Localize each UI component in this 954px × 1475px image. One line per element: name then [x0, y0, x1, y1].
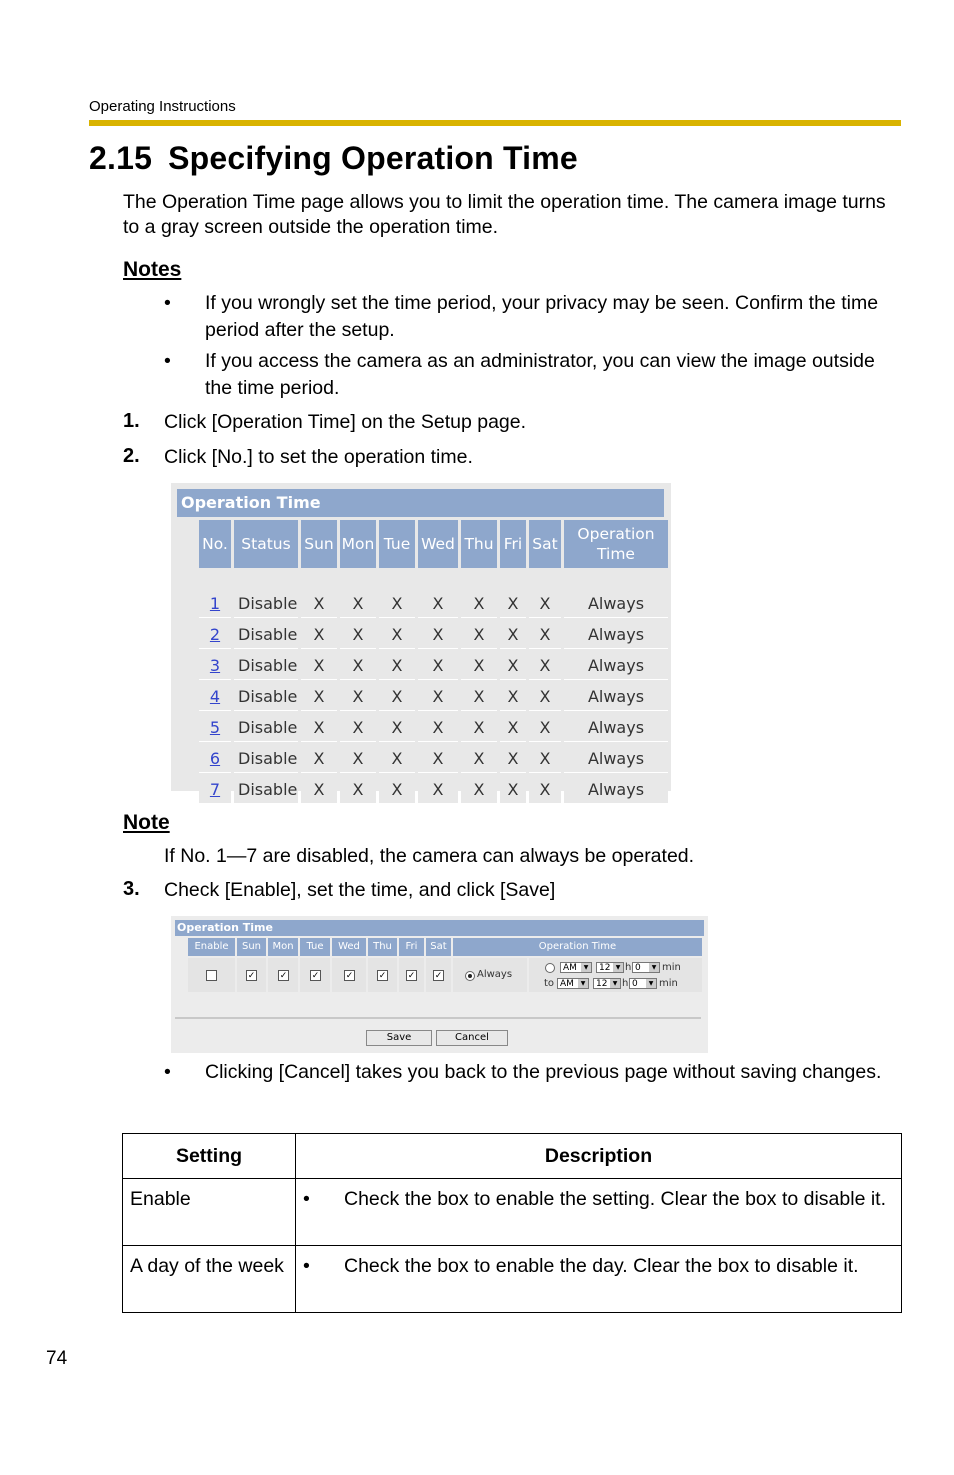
table-row [199, 621, 668, 649]
row-number-cell [199, 714, 231, 742]
start-minute-select[interactable]: 0 ▼ [632, 962, 660, 973]
section-number: 2.15 [89, 140, 153, 176]
col-header: Tue [300, 938, 330, 956]
day-cell: X [529, 621, 561, 649]
row-number-cell [199, 590, 231, 618]
day-cell: X [379, 776, 415, 804]
sun-checkbox[interactable]: ✓ [247, 970, 256, 980]
day-cell: X [379, 652, 415, 680]
col-header: Setting [123, 1134, 296, 1179]
day-cell: X [340, 683, 376, 711]
day-cell: X [500, 590, 526, 618]
col-header: Enable [188, 938, 235, 956]
cancel-button[interactable]: Cancel [436, 1030, 508, 1046]
section-title-text: Specifying Operation Time [168, 140, 578, 176]
day-cell: X [529, 745, 561, 773]
row-number-link[interactable]: 7 [209, 780, 221, 799]
status-cell: Disable [234, 652, 298, 680]
day-cell: X [301, 590, 337, 618]
day-cell: X [418, 776, 458, 804]
end-ampm-select[interactable]: AM ▼ [557, 978, 589, 989]
operation-time-cell: Always [564, 652, 668, 680]
page-number: 74 [46, 1348, 68, 1369]
end-hour-select[interactable]: 12 ▼ [593, 978, 621, 989]
day-cell: X [379, 683, 415, 711]
table-row [199, 776, 668, 804]
time-range-radio[interactable] [545, 963, 555, 973]
fri-checkbox[interactable]: ✓ [407, 970, 416, 980]
note-text: If No. 1—7 are disabled, the camera can always be operated. [164, 845, 695, 867]
running-header: Operating Instructions [89, 98, 236, 115]
step-number: 2. [123, 445, 140, 467]
day-cell: X [461, 745, 497, 773]
day-cell: X [529, 776, 561, 804]
operation-time-table [196, 517, 671, 807]
col-header: Wed [418, 520, 458, 568]
day-cell: X [461, 683, 497, 711]
minute-unit-label: min [662, 962, 681, 973]
row-number-link[interactable]: 2 [209, 625, 221, 644]
wed-checkbox[interactable]: ✓ [345, 970, 354, 980]
step-text: Click [Operation Time] on the Setup page. [164, 411, 527, 433]
always-radio[interactable] [465, 971, 475, 981]
day-cell: X [500, 745, 526, 773]
status-cell: Disable [234, 714, 298, 742]
day-cell: X [301, 652, 337, 680]
day-cell: X [500, 683, 526, 711]
day-cell: X [461, 776, 497, 804]
day-cell: X [340, 590, 376, 618]
col-header: Fri [399, 938, 424, 956]
day-cell: X [529, 683, 561, 711]
table-row [199, 714, 668, 742]
description-cell: • Check the box to enable the day. Clear the box to disable it. [296, 1246, 902, 1313]
operation-time-cell: Always [564, 590, 668, 618]
status-cell: Disable [234, 590, 298, 618]
sat-checkbox[interactable]: ✓ [434, 970, 443, 980]
row-number-cell [199, 745, 231, 773]
start-hour-select[interactable]: 12 ▼ [596, 962, 624, 973]
step-text: Check [Enable], set the time, and click [Save] [164, 879, 556, 901]
day-cell: X [301, 776, 337, 804]
status-cell: Disable [234, 745, 298, 773]
hour-unit-label: h [622, 978, 629, 989]
col-header: Mon [268, 938, 298, 956]
row-number-cell [199, 652, 231, 680]
row-number-link[interactable]: 6 [209, 749, 221, 768]
step-number: 3. [123, 878, 140, 900]
day-cell: X [418, 714, 458, 742]
day-cell: X [461, 621, 497, 649]
day-cell: X [461, 590, 497, 618]
day-cell: X [529, 714, 561, 742]
row-number-link[interactable]: 4 [209, 687, 221, 706]
operation-time-cell: Always [564, 776, 668, 804]
hour-unit-label: h [625, 962, 632, 973]
header-rule [89, 120, 901, 126]
col-header: Mon [340, 520, 376, 568]
mon-checkbox[interactable]: ✓ [279, 970, 288, 980]
row-number-link[interactable]: 5 [209, 718, 221, 737]
day-cell: X [340, 621, 376, 649]
day-cell: X [379, 590, 415, 618]
day-cell: X [500, 621, 526, 649]
table-row [123, 1246, 902, 1313]
day-cell: X [340, 652, 376, 680]
col-header: Operation Time [564, 520, 668, 568]
col-header: Fri [500, 520, 526, 568]
operation-time-titlebar: Operation Time [177, 489, 664, 517]
operation-time-list-screenshot [171, 483, 671, 799]
col-header: Wed [332, 938, 366, 956]
table-header-row [199, 520, 668, 568]
day-cell: X [500, 652, 526, 680]
day-cell: X [529, 590, 561, 618]
day-cell: X [379, 714, 415, 742]
step-text: Click [No.] to set the operation time. [164, 446, 473, 468]
col-header: Operation Time [453, 938, 702, 956]
day-cell: X [500, 776, 526, 804]
table-row [199, 683, 668, 711]
status-cell: Disable [234, 621, 298, 649]
setting-cell: A day of the week [123, 1246, 296, 1313]
table-row [199, 745, 668, 773]
col-header: No. [199, 520, 231, 568]
tue-checkbox[interactable]: ✓ [311, 970, 320, 980]
day-cell: X [340, 714, 376, 742]
enable-checkbox[interactable] [206, 970, 217, 981]
day-cell: X [301, 745, 337, 773]
col-header: Thu [461, 520, 497, 568]
day-cell: X [461, 652, 497, 680]
always-label: Always [477, 969, 513, 980]
day-cell: X [418, 652, 458, 680]
note-heading: Note [123, 811, 170, 834]
day-cell: X [301, 683, 337, 711]
start-ampm-select[interactable]: AM ▼ [560, 962, 592, 973]
end-minute-select[interactable]: 0 ▼ [629, 978, 657, 989]
day-cell: X [379, 745, 415, 773]
status-cell: Disable [234, 683, 298, 711]
day-cell: X [301, 621, 337, 649]
day-cell: X [418, 621, 458, 649]
day-cell: X [418, 590, 458, 618]
col-header: Sun [237, 938, 266, 956]
settings-description-table [122, 1133, 902, 1313]
day-cell: X [301, 714, 337, 742]
status-cell: Disable [234, 776, 298, 804]
day-cell: X [340, 776, 376, 804]
day-cell: X [418, 683, 458, 711]
minute-unit-label: min [659, 978, 678, 989]
col-header: Sat [426, 938, 451, 956]
row-number-cell [199, 776, 231, 804]
day-cell: X [500, 714, 526, 742]
col-header: Thu [368, 938, 397, 956]
col-header: Sat [529, 520, 561, 568]
table-row [199, 652, 668, 680]
operation-time-cell: Always [564, 683, 668, 711]
table-header-row [123, 1134, 902, 1179]
notes-heading: Notes [123, 258, 182, 281]
description-cell: • Check the box to enable the setting. Clear the box to disable it. [296, 1179, 902, 1246]
table-row [123, 1179, 902, 1246]
col-header: Sun [301, 520, 337, 568]
day-cell: X [340, 745, 376, 773]
step-number: 1. [123, 410, 140, 432]
divider [175, 1017, 701, 1019]
row-number-cell [199, 621, 231, 649]
table-row [199, 590, 668, 618]
setting-cell: Enable [123, 1179, 296, 1246]
intro-paragraph: The Operation Time page allows you to limit the operation time. The camera image turns to a gray screen outside the operation time. [123, 191, 886, 238]
thu-checkbox[interactable]: ✓ [378, 970, 387, 980]
operation-time-cell: Always [564, 621, 668, 649]
col-header: Status [234, 520, 298, 568]
day-cell: X [379, 621, 415, 649]
day-cell: X [461, 714, 497, 742]
section-title [89, 140, 578, 177]
col-header: Tue [379, 520, 415, 568]
col-header: Description [296, 1134, 902, 1179]
save-button[interactable]: Save [366, 1030, 432, 1046]
to-label: to [544, 978, 555, 989]
day-cell: X [418, 745, 458, 773]
edit-titlebar: Operation Time [175, 920, 704, 936]
operation-time-cell: Always [564, 745, 668, 773]
operation-time-cell: Always [564, 714, 668, 742]
day-cell: X [529, 652, 561, 680]
row-number-link[interactable]: 3 [209, 656, 221, 675]
row-number-link[interactable]: 1 [209, 594, 221, 613]
row-number-cell [199, 683, 231, 711]
